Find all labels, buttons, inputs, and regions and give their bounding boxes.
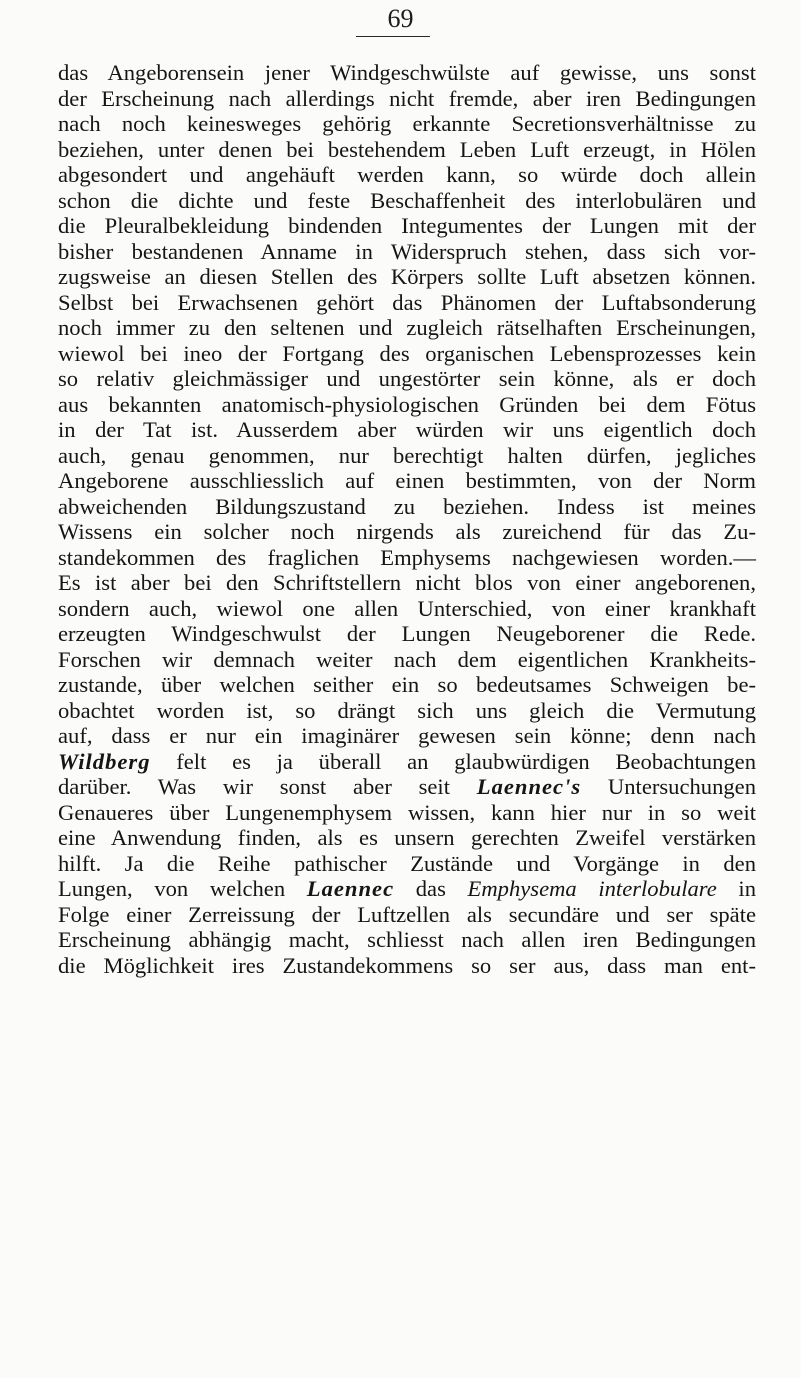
- text-line: Forschen wir demnach weiter nach dem eigentlichen Krankheits-: [58, 646, 756, 672]
- text-line: [58, 876, 756, 902]
- text-line: das Angeborensein jener Windgeschwülste auf gewisse, uns sonst: [58, 60, 756, 85]
- text-fragment: Untersuchungen: [581, 774, 756, 799]
- text-line: beziehen, unter denen bei bestehendem Leben Luft erzeugt, in Hölen: [58, 136, 756, 162]
- text-line: auch, genau genommen, nur berechtigt halten dürfen, jegliches: [58, 442, 756, 468]
- text-line: abgesondert und angehäuft werden kann, so würde doch allein: [58, 162, 756, 187]
- text-line: Wissens ein solcher noch nirgends als zureichend für das Zu-: [58, 519, 756, 544]
- text-line: standekommen des fraglichen Emphysems nachgewiesen worden.—: [58, 544, 756, 570]
- page-number: 69: [387, 4, 414, 33]
- text-line: obachtet worden ist, so drängt sich uns gleich die Vermutung: [58, 697, 756, 723]
- text-line: die Möglichkeit ires Zustandekommens so ser aus, dass man ent-: [58, 952, 756, 978]
- text-line: zustande, über welchen seither ein so bedeutsames Schweigen be-: [58, 672, 756, 697]
- text-line: [58, 749, 756, 775]
- text-line: schon die dichte und feste Beschaffenheit des interlobulären und: [58, 187, 756, 213]
- text-fragment: in: [716, 876, 756, 901]
- author-name-laennec: Laennec's: [476, 774, 582, 799]
- text-line: Folge einer Zerreissung der Luftzellen als secundäre und ser späte: [58, 901, 756, 927]
- text-line: die Pleuralbekleidung bindenden Integumentes der Lungen mit der: [58, 213, 756, 238]
- text-line: [58, 774, 756, 800]
- text-line: hilft. Ja die Reihe pathischer Zustände und Vorgänge in den: [58, 850, 756, 876]
- text-line: bisher bestandenen Anname in Widerspruch stehen, dass sich vor-: [58, 238, 756, 264]
- text-line: Es ist aber bei den Schriftstellern nicht blos von einer angeborenen,: [58, 570, 756, 595]
- text-line: in der Tat ist. Ausserdem aber würden wir uns eigentlich doch: [58, 417, 756, 442]
- text-line: sondern auch, wiewol one allen Unterschied, von einer krankhaft: [58, 595, 756, 621]
- body-text: [58, 60, 756, 978]
- latin-term: Emphysema interlobulare: [467, 876, 717, 901]
- text-line: auf, dass er nur ein imaginärer gewesen sein könne; denn nach: [58, 723, 756, 748]
- author-name-laennec: Laennec: [306, 876, 395, 901]
- text-line: Genaueres über Lungenemphysem wissen, kann hier nur in so weit: [58, 799, 756, 825]
- text-line: eine Anwendung finden, als es unsern gerechten Zweifel verstärken: [58, 825, 756, 850]
- text-fragment: Lungen, von welchen: [58, 876, 307, 901]
- text-fragment: das: [394, 876, 468, 901]
- text-line: abweichenden Bildungszustand zu beziehen. Indess ist meines: [58, 493, 756, 519]
- author-name-wildberg: Wildberg: [58, 748, 151, 774]
- text-line: Erscheinung abhängig macht, schliesst nach allen iren Bedingungen: [58, 927, 756, 952]
- text-fragment: darüber. Was wir sonst aber seit: [58, 774, 477, 799]
- text-line: zugsweise an diesen Stellen des Körpers sollte Luft absetzen können.: [58, 264, 756, 289]
- text-fragment: felt es ja überall an glaubwürdigen Beobachtungen: [150, 748, 756, 774]
- text-line: so relativ gleichmässiger und ungestörter sein könne, als er doch: [58, 366, 756, 391]
- text-line: nach noch keinesweges gehörig erkannte Secretionsverhältnisse zu: [58, 111, 756, 136]
- page-number-rule: [356, 36, 430, 37]
- text-line: Selbst bei Erwachsenen gehört das Phänomen der Luftabsonderung: [58, 289, 756, 315]
- text-line: aus bekannten anatomisch-physiologischen Gründen bei dem Fötus: [58, 391, 756, 417]
- text-line: wiewol bei ineo der Fortgang des organischen Lebensprozesses kein: [58, 340, 756, 366]
- text-line: der Erscheinung nach allerdings nicht fremde, aber iren Bedingungen: [58, 85, 756, 111]
- text-line: erzeugten Windgeschwulst der Lungen Neugeborener die Rede.: [58, 621, 756, 646]
- text-line: Angeborene ausschliesslich auf einen bestimmten, von der Norm: [58, 468, 756, 493]
- text-line: noch immer zu den seltenen und zugleich rätselhaften Erscheinungen,: [58, 315, 756, 340]
